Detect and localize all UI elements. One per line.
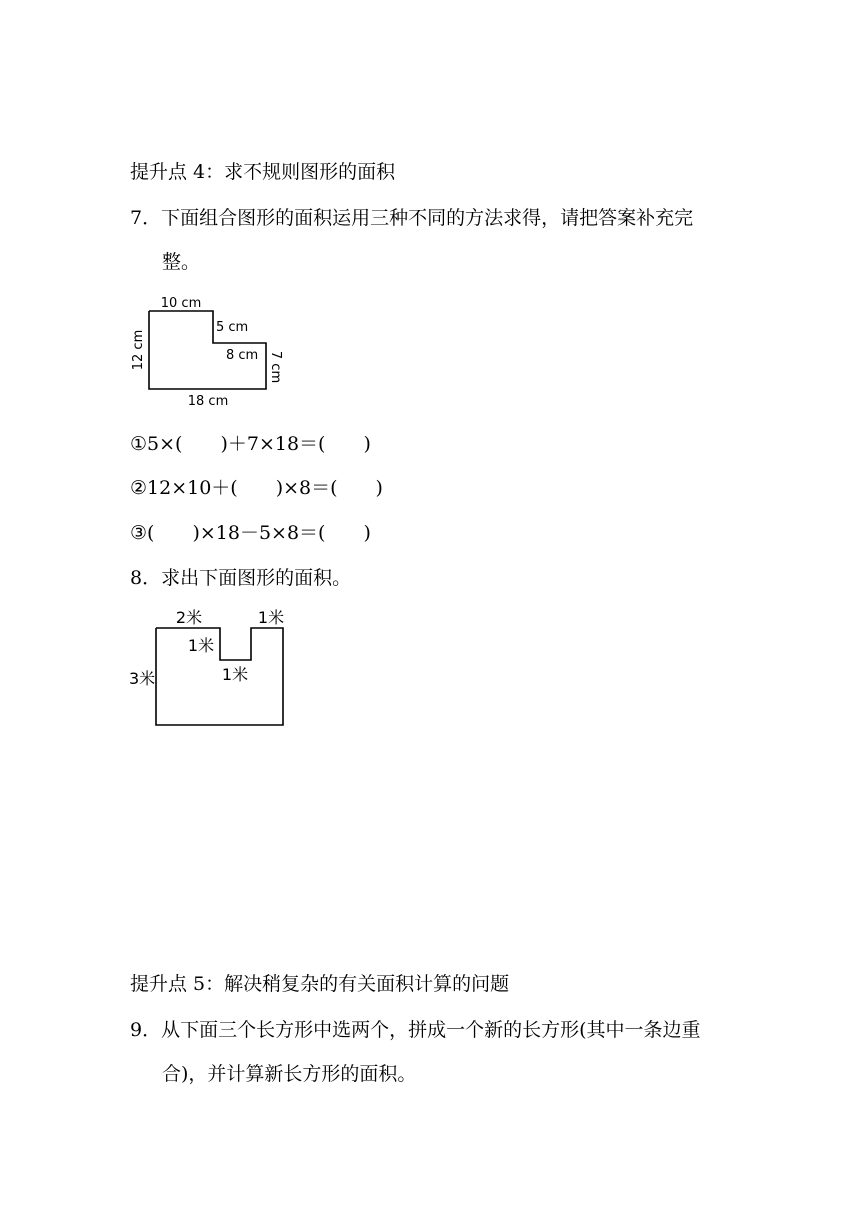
q7-label-top: 10 cm <box>160 296 202 311</box>
question-7-text-line1: 7．下面组合图形的面积运用三种不同的方法求得，请把答案补充完 <box>130 207 694 229</box>
q8-notched-shape-figure <box>125 602 300 732</box>
q7-method-3: ③( )×18－5×8＝( ) <box>130 522 371 544</box>
q7-label-inner-vertical: 5 cm <box>216 320 249 335</box>
q7-method-2: ②12×10＋( )×8＝( ) <box>130 477 383 499</box>
q8-shape-outline <box>156 628 283 725</box>
q8-label-left: 3米 <box>129 669 156 688</box>
q8-label-notch-width: 1米 <box>221 665 249 684</box>
question-9-text-line1: 9．从下面三个长方形中选两个，拼成一个新的长方形(其中一条边重 <box>130 1019 701 1041</box>
question-9-text-line2: 合)，并计算新长方形的面积。 <box>162 1063 417 1085</box>
q7-l-shape-figure <box>125 290 295 412</box>
question-7-text-line2: 整。 <box>162 251 201 273</box>
q7-label-left: 12 cm <box>131 329 146 371</box>
section-heading-5: 提升点 5：解决稍复杂的有关面积计算的问题 <box>130 973 510 995</box>
q8-label-top-right: 1米 <box>257 608 285 627</box>
section-heading-4: 提升点 4：求不规则图形的面积 <box>130 161 396 183</box>
q7-label-right: 7 cm <box>268 350 283 384</box>
q7-method-1: ①5×( )＋7×18＝( ) <box>130 433 371 455</box>
q8-label-top-left: 2米 <box>175 608 203 627</box>
question-8-text: 8．求出下面图形的面积。 <box>130 567 352 589</box>
q8-label-notch-depth: 1米 <box>187 636 215 655</box>
q7-label-inner-horizontal: 8 cm <box>226 348 259 363</box>
q7-label-bottom: 18 cm <box>187 394 229 409</box>
